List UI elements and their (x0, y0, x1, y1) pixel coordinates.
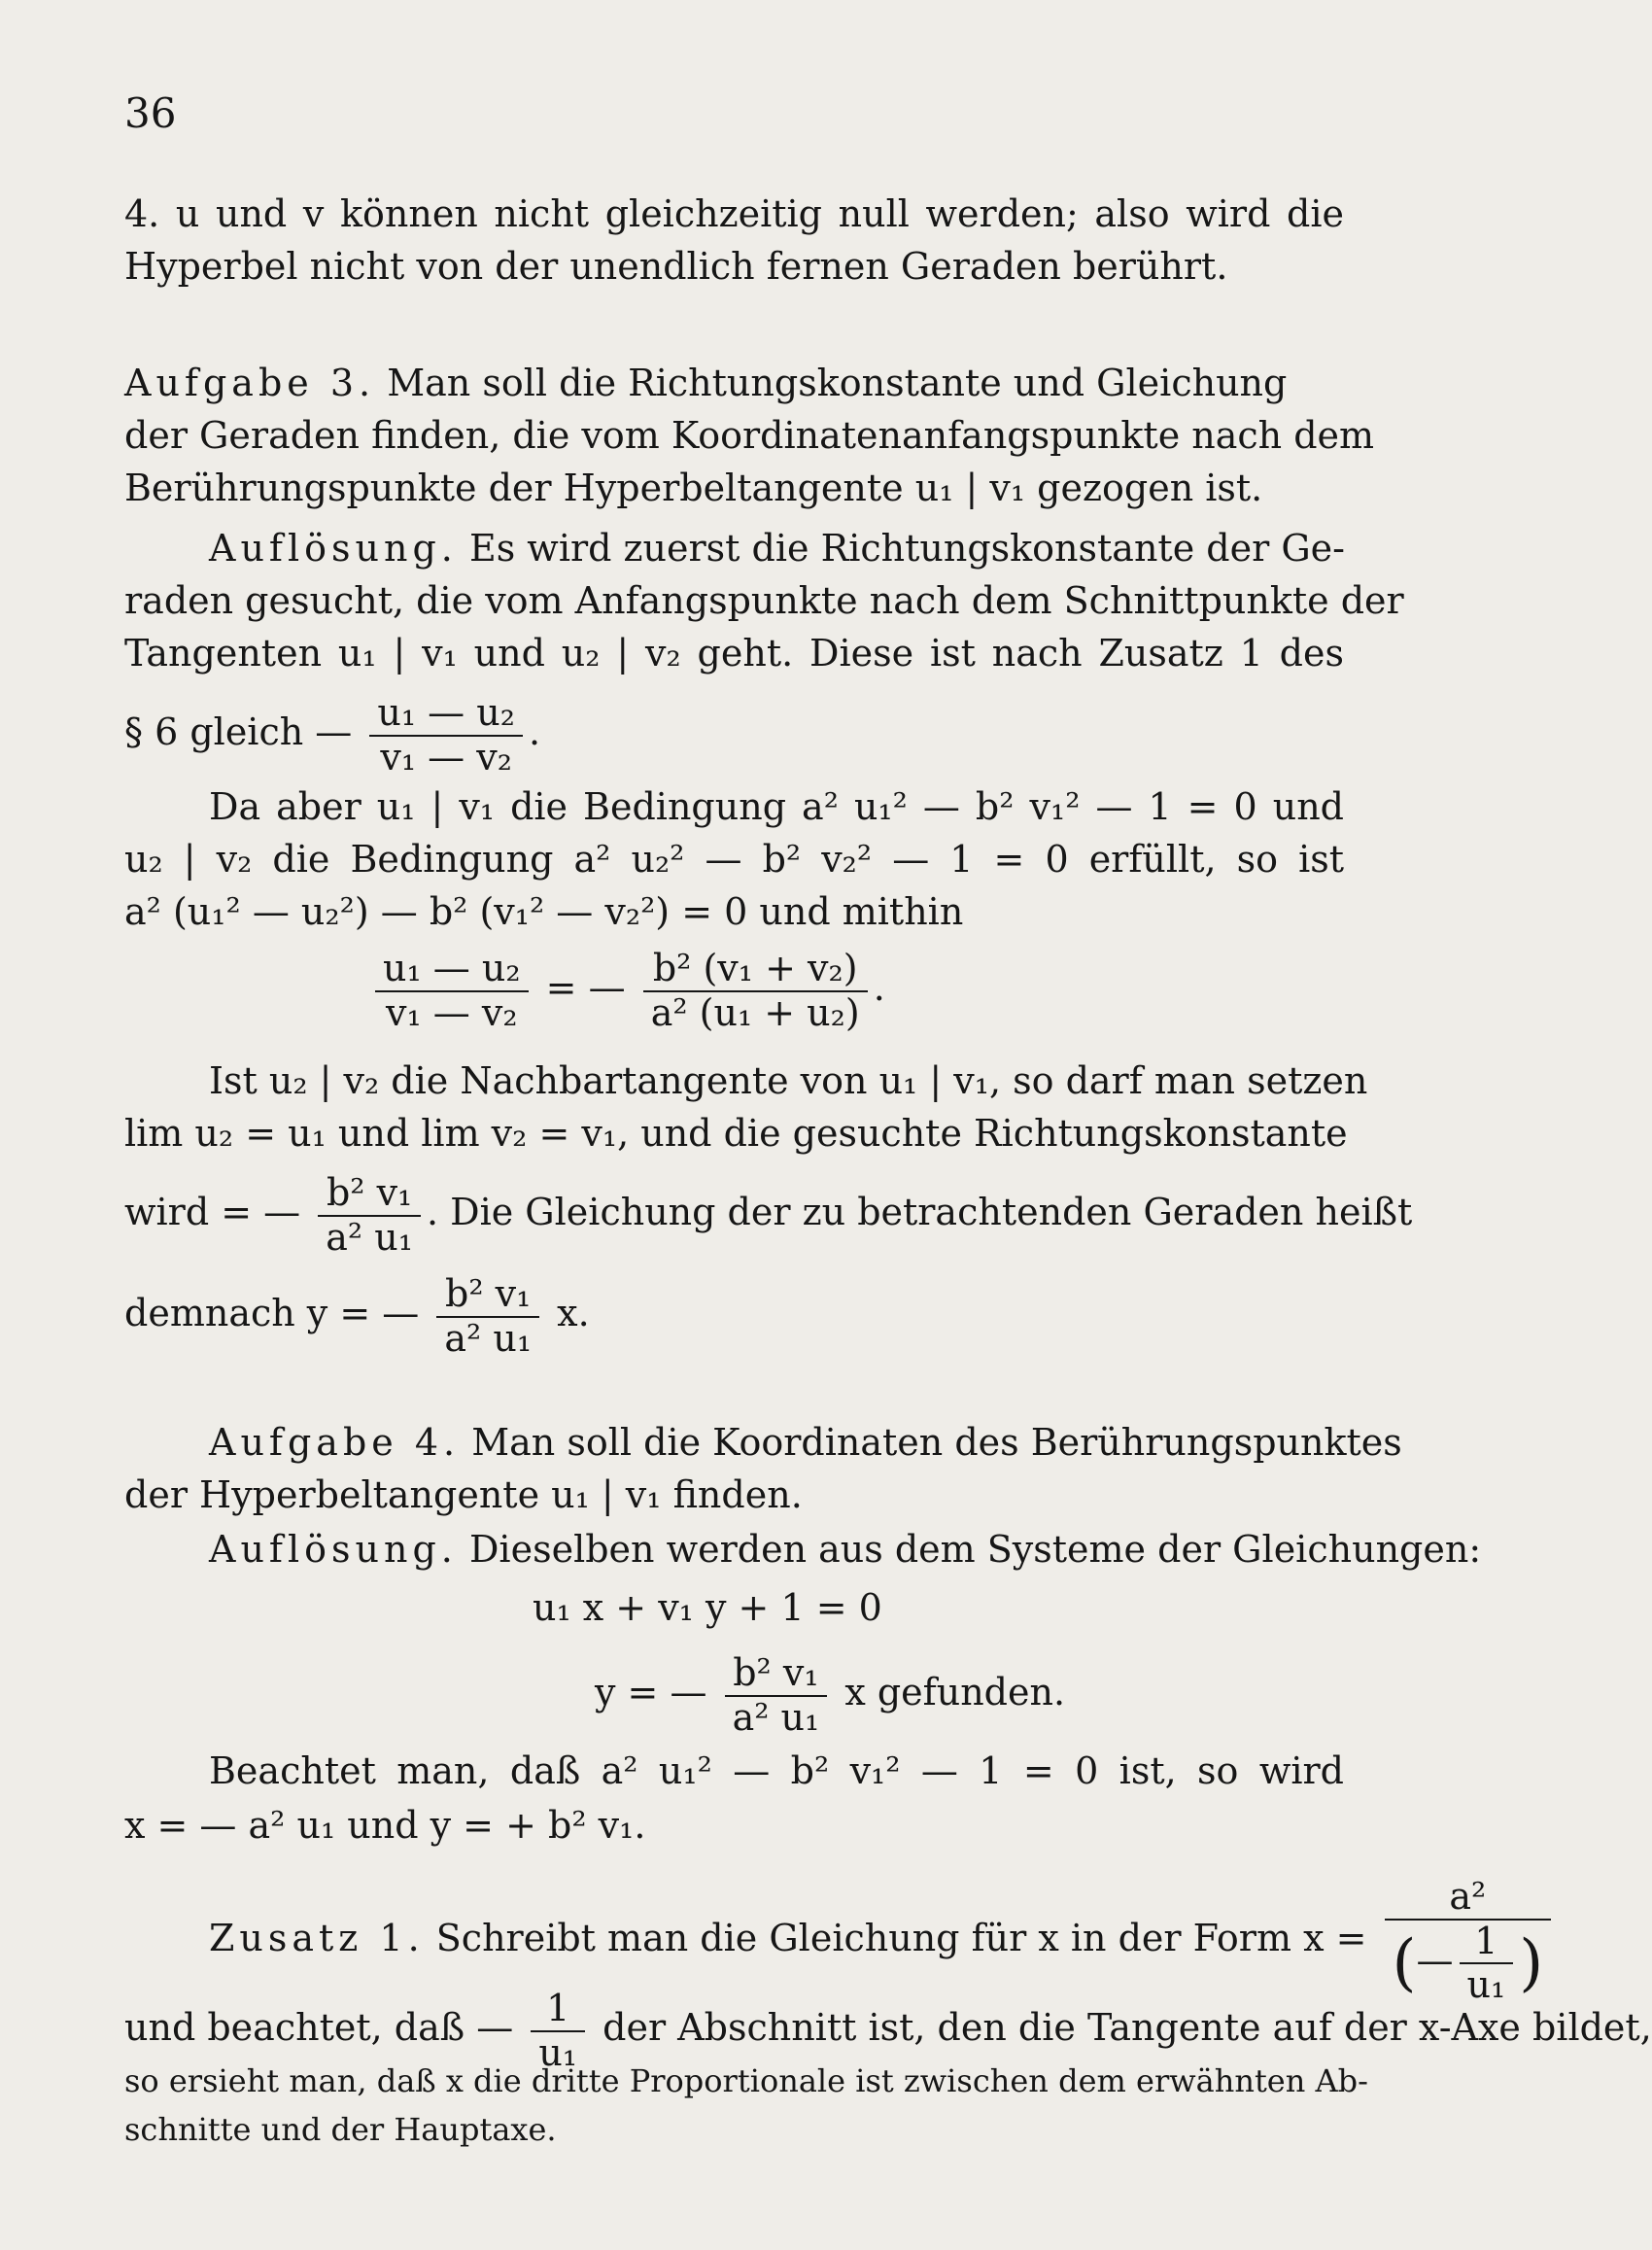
exercise-text: Man soll die Koordinaten des Berührungspunktes (471, 1421, 1402, 1464)
paren: ( (1392, 1926, 1417, 1999)
paragraph-line: so ersieht man, daß x die dritte Proportionale ist zwischen dem erwähnten Ab- (124, 2062, 1368, 2099)
formula-line (124, 1172, 1412, 1259)
numerator: u₁ — u₂ (375, 948, 529, 992)
formula-text: x gefunden. (844, 1671, 1066, 1714)
equals-sign: = — (545, 966, 626, 1010)
denominator: u₁ (538, 2030, 578, 2074)
denominator: a² u₁ (444, 1316, 533, 1360)
fraction (318, 1172, 421, 1259)
exercise-4 (209, 1421, 1402, 1464)
denominator: (— $\frac{1}{\text{u₁}}$ ) (1392, 1919, 1544, 2007)
solution-4 (209, 1528, 1482, 1571)
denominator: a² u₁ (732, 1695, 820, 1739)
numerator: b² v₁ (725, 1652, 828, 1697)
formula-text: demnach y = — (124, 1292, 420, 1335)
exercise-3 (124, 362, 1344, 404)
paragraph-line: x = — a² u₁ und y = + b² v₁. (124, 1804, 646, 1847)
paragraph-line: Hyperbel nicht von der unendlich fernen Geraden berührt. (124, 245, 1228, 288)
exercise-heading: Aufgabe 3. (124, 362, 376, 404)
addendum-text: Schreibt man die Gleichung für x in der Form x = (435, 1917, 1367, 1960)
numerator: b² v₁ (436, 1273, 539, 1318)
solution-heading: Auflösung. (209, 527, 458, 570)
solution-text: Es wird zuerst die Richtungskonstante der Ge- (468, 527, 1346, 570)
solution-3 (209, 527, 1344, 570)
paragraph-line: schnitte und der Hauptaxe. (124, 2111, 557, 2148)
solution-text: Dieselben werden aus dem Systeme der Gleichungen: (468, 1528, 1482, 1571)
paragraph-line: Tangenten u₁ | v₁ und u₂ | v₂ geht. Diese ist nach Zusatz 1 des (124, 632, 1344, 675)
addendum-text: und beachtet, daß — (124, 2006, 514, 2050)
numerator: u₁ — u₂ (369, 692, 523, 737)
equation-1 (369, 948, 885, 1034)
numerator: b² v₁ (318, 1172, 421, 1217)
fraction (369, 692, 523, 779)
paragraph-line: 4. u und v können nicht gleichzeitig null werden; also wird die (124, 192, 1344, 235)
formula-line (124, 692, 540, 779)
formula-text: § 6 gleich — (124, 710, 353, 754)
paragraph-line: Berührungspunkte der Hyperbeltangente u₁ | v₁ gezogen ist. (124, 467, 1263, 509)
denominator: v₁ — v₂ (380, 735, 512, 779)
paragraph-line: der Hyperbeltangente u₁ | v₁ finden. (124, 1473, 803, 1516)
paragraph-line: Beachtet man, daß a² u₁² — b² v₁² — 1 = 0 ist, so wird (209, 1749, 1344, 1792)
formula-text: y = — (595, 1671, 707, 1714)
fraction (375, 948, 529, 1034)
paren: ) (1519, 1926, 1544, 1999)
numerator: a² (1385, 1876, 1552, 1921)
fraction (436, 1273, 539, 1360)
numerator: 1 (1460, 1921, 1514, 1965)
denominator: a² (u₁ + u₂) (650, 990, 860, 1034)
formula-text: . (528, 710, 541, 754)
paragraph-line: u₂ | v₂ die Bedingung a² u₂² — b² v₂² — 1 = 0 erfüllt, so ist (124, 838, 1344, 881)
fraction (643, 948, 868, 1034)
paragraph-line: a² (u₁² — u₂²) — b² (v₁² — v₂²) = 0 und mithin (124, 890, 964, 933)
numerator: b² (v₁ + v₂) (643, 948, 868, 992)
page-number: 36 (124, 89, 177, 137)
formula-line (124, 1273, 590, 1360)
paragraph-line: raden gesucht, die vom Anfangspunkte nach dem Schnittpunkte der (124, 579, 1404, 622)
numerator: 1 (531, 1988, 585, 2032)
addendum-heading: Zusatz 1. (209, 1917, 425, 1960)
addendum-line (124, 1988, 1652, 2074)
equation-system-1: u₁ x + v₁ y + 1 = 0 (533, 1586, 882, 1629)
exercise-text: Man soll die Richtungskonstante und Gleichung (387, 362, 1288, 404)
addendum-text: der Abschnitt ist, den die Tangente auf der x-Axe bildet, (602, 2006, 1652, 2050)
fraction (725, 1652, 828, 1739)
denominator: a² u₁ (326, 1215, 413, 1259)
denominator: v₁ — v₂ (386, 990, 518, 1034)
paragraph-line: lim u₂ = u₁ und lim v₂ = v₁, und die gesuchte Richtungskonstante (124, 1112, 1348, 1155)
fraction (531, 1988, 585, 2074)
formula-text: . (873, 966, 885, 1010)
paragraph-line: Ist u₂ | v₂ die Nachbartangente von u₁ | v₁, so darf man setzen (209, 1059, 1368, 1102)
formula-text: wird = — (124, 1191, 301, 1234)
paragraph-line: der Geraden finden, die vom Koordinatenanfangspunkte nach dem (124, 414, 1375, 457)
formula-text: . Die Gleichung der zu betrachtenden Geraden heißt (426, 1191, 1413, 1234)
paragraph-line: Da aber u₁ | v₁ die Bedingung a² u₁² — b² v₁² — 1 = 0 und (209, 785, 1344, 828)
solution-heading: Auflösung. (209, 1528, 458, 1571)
equation-system-2 (595, 1652, 1065, 1739)
exercise-heading: Aufgabe 4. (209, 1421, 461, 1464)
formula-text: x. (557, 1292, 590, 1335)
denominator: u₁ (1466, 1963, 1506, 2007)
